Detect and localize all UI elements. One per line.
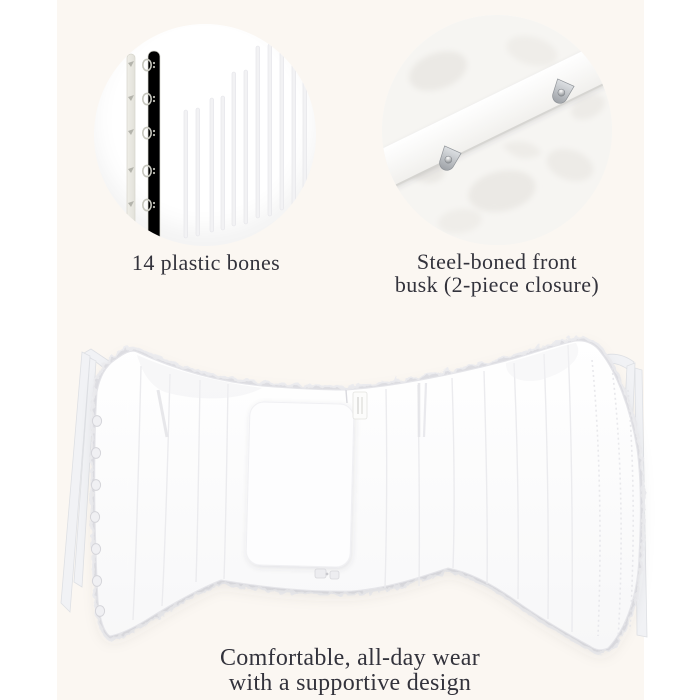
caption-line: Comfortable, all-day wear <box>219 645 481 671</box>
caption-product-description <box>120 646 580 696</box>
caption-text: 14 plastic bones <box>131 250 281 275</box>
brand-tag <box>353 392 367 419</box>
center-front-slit <box>346 390 347 403</box>
caption-line: busk (2-piece closure) <box>394 272 600 297</box>
caption-line: Steel-boned front <box>416 249 578 274</box>
caption-line: with a supportive design <box>228 670 472 696</box>
